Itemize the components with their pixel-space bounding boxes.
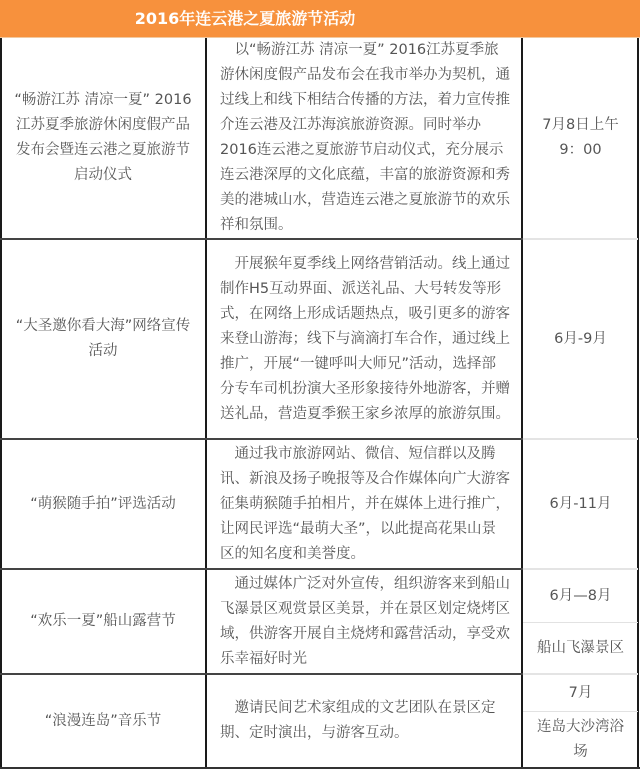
activity-time-cell: [523, 440, 638, 568]
activity-name: “大圣邀你看大海”网络宣传活动: [15, 318, 191, 359]
activity-name-cell: [1, 38, 205, 238]
activity-name-cell: [1, 570, 205, 673]
activity-time: 6月-9月: [554, 330, 607, 347]
activity-name-cell: [1, 240, 205, 438]
activity-name-cell: [1, 440, 205, 568]
activity-description: 邀请民间艺术家组成的文艺团队在景区定期、定时演出，与游客互动。: [220, 700, 496, 741]
activity-time-cell: [523, 38, 638, 238]
activity-name-cell: [1, 675, 205, 767]
table-title: 2016年连云港之夏旅游节活动: [134, 9, 356, 28]
table-title-bar: [0, 0, 640, 38]
activity-description-cell: [206, 240, 522, 438]
table-row: [0, 38, 640, 238]
table-row: [0, 440, 640, 568]
activity-description-cell: [206, 570, 522, 673]
activity-time-cell: [523, 675, 638, 767]
table-row: [0, 675, 640, 767]
activity-name: “畅游江苏 清凉一夏” 2016江苏夏季旅游休闲度假产品发布会暨连云港之夏旅游节启动仪式: [14, 92, 192, 183]
activity-description: 以“畅游江苏 清凉一夏” 2016江苏夏季旅游休闲度假产品发布会在我市举办为契机，通过线上和线下相结合传播的方法，着力宣传推介连云港及江苏海滨旅游资源。同时举办2016连云港之夏旅游节启动仪式，充分展示连云港深厚的文化底蕴，丰富的旅游资源和秀美的港城山水，营造连云港之夏旅游节的欢乐祥和氛围。: [220, 42, 510, 233]
table-row: [0, 570, 640, 673]
activity-name: “萌猴随手拍”评选活动: [30, 495, 176, 512]
activity-description-cell: [206, 675, 522, 767]
activity-description: 开展猴年夏季线上网络营销活动。线上通过制作H5互动界面、派送礼品、大号转发等形式，在网络上形成话题热点，吸引更多的游客来登山游海；线下与滴滴打车合作，通过线上推广，开展“一键呼叫大师兄”活动，选择部分专车司机扮演大圣形象接待外地游客，并赠送礼品，营造夏季猴王家乡浓厚的旅游氛围。: [220, 255, 510, 422]
activity-description-cell: [206, 38, 522, 238]
table-border-bottom: [0, 767, 640, 769]
activity-time: 6月—8月: [549, 587, 612, 604]
table-row: [0, 240, 640, 438]
activity-location: 连岛大沙湾浴场: [523, 711, 638, 767]
activity-time-cell: [523, 570, 638, 673]
activity-time: 7月8日上午9：00: [542, 117, 619, 158]
activity-description-cell: [206, 440, 522, 568]
activity-time-cell: [523, 240, 638, 438]
activity-time: 6月-11月: [549, 495, 612, 512]
activity-location: 船山飞瀑景区: [523, 622, 638, 673]
activity-description: 通过我市旅游网站、微信、短信群以及腾讯、新浪及扬子晚报等及合作媒体向广大游客征集萌猴随手拍相片，并在媒体上进行推广，让网民评选“最萌大圣”，以此提高花果山景区的知名度和美誉度。: [220, 445, 510, 562]
activity-description: 通过媒体广泛对外宣传，组织游客来到船山飞瀑景区观赏景区美景，并在景区划定烧烤区域，供游客开展自主烧烤和露营活动，享受欢乐幸福好时光: [220, 575, 510, 667]
activity-time: 7月: [568, 684, 593, 701]
activity-name: “浪漫连岛”音乐节: [44, 712, 162, 729]
activity-name: “欢乐一夏”船山露营节: [30, 613, 176, 629]
